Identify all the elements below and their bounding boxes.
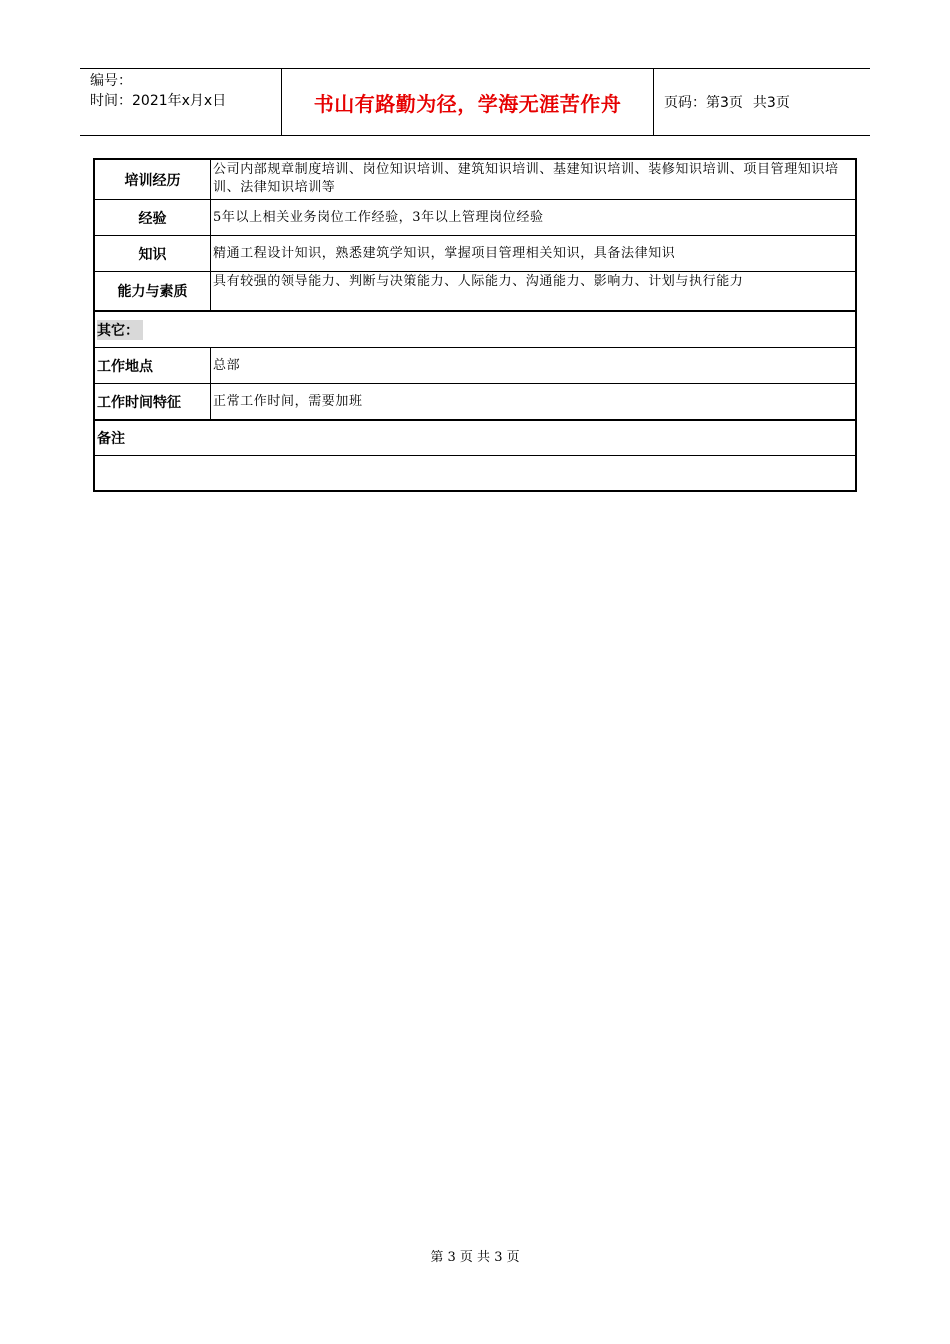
notes-value [97, 456, 855, 490]
row-label: 工作时间特征 [95, 384, 211, 419]
row-label: 工作地点 [95, 348, 211, 383]
table-row [95, 200, 855, 236]
notes-body [95, 456, 855, 490]
table-row [95, 384, 855, 421]
table-row [95, 236, 855, 272]
section-title: 备注 [97, 431, 125, 447]
row-value: 总部 [213, 357, 241, 373]
page-label: 页码：第3页 [664, 95, 743, 111]
row-value: 5年以上相关业务岗位工作经验，3年以上管理岗位经验 [213, 209, 544, 225]
table-row [95, 272, 855, 312]
row-label: 能力与素质 [95, 272, 211, 310]
row-value: 公司内部规章制度培训、岗位知识培训、建筑知识培训、基建知识培训、装修知识培训、项目管理知识培训、法律知识培训等 [213, 162, 839, 195]
header-page-info [654, 69, 870, 135]
row-label: 知识 [95, 236, 211, 271]
row-label: 培训经历 [95, 160, 211, 199]
section-other [95, 312, 855, 348]
table-row [95, 348, 855, 384]
section-title: 其它： [97, 320, 143, 340]
job-requirements-table [93, 158, 857, 492]
page-total: 共3页 [752, 95, 790, 111]
code-label: 编号： [90, 73, 132, 89]
page-header [80, 68, 870, 136]
row-value: 正常工作时间，需要加班 [213, 393, 363, 409]
date-line: 时间：2021年x月x日 [90, 93, 227, 109]
row-value: 具有较强的领导能力、判断与决策能力、人际能力、沟通能力、影响力、计划与执行能力 [213, 274, 744, 289]
header-motto: 书山有路勤为径，学海无涯苦作舟 [282, 69, 654, 135]
row-label: 经验 [95, 200, 211, 235]
page-footer: 第 3 页 共 3 页 [430, 1250, 520, 1265]
table-row [95, 160, 855, 200]
section-notes [95, 421, 855, 456]
row-value: 精通工程设计知识，熟悉建筑学知识，掌握项目管理相关知识，具备法律知识 [213, 245, 676, 261]
header-meta [80, 69, 282, 135]
